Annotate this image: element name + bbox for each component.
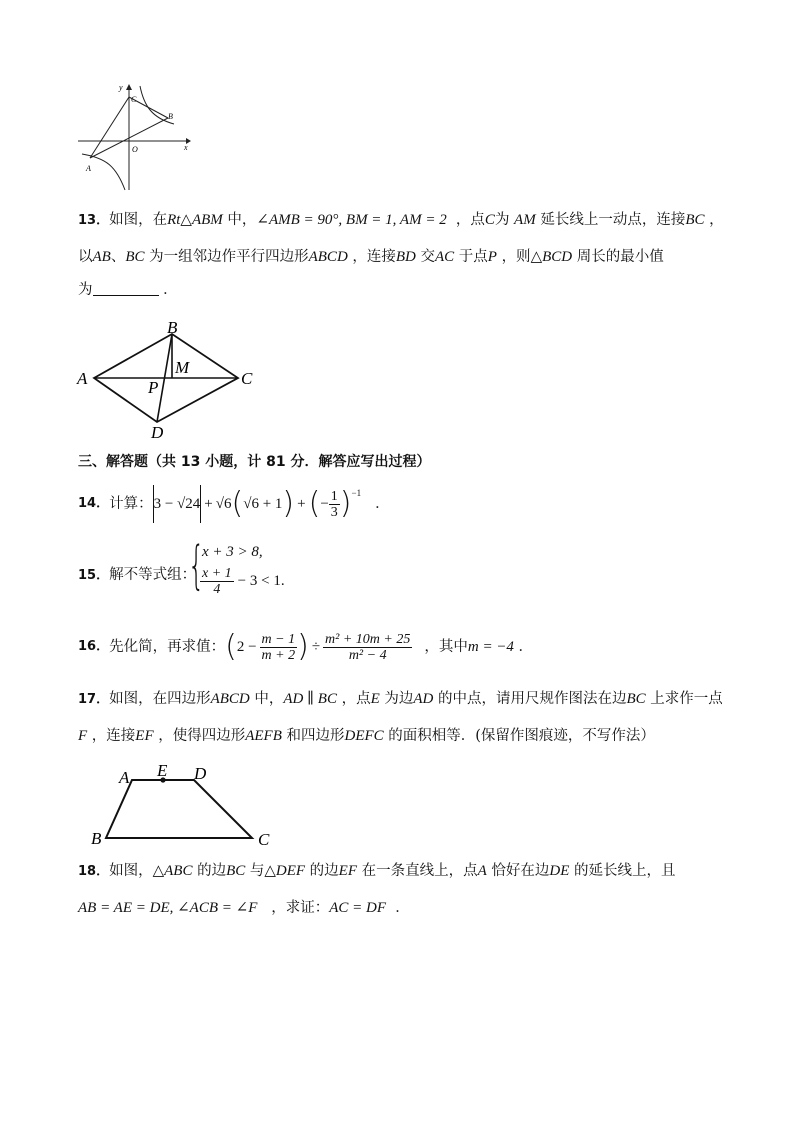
q15-number: 15． <box>78 568 110 583</box>
q17-line2: F ，连接EF ，使得四边形AEFB 和四边形DEFC 的面积相等．(保留作图痕迹，不写作法） <box>78 728 655 744</box>
q15-ineq2: $\frac{x + 1}{4}$ − 3 < 1. <box>202 566 285 597</box>
q17-number: 17． <box>78 692 110 707</box>
q17-line1: 17．如图，在四边形ABCD 中，AD ∥ BC ，点E 为边AD 的中点，请用尺规作图法在边BC 上求作一点 <box>78 691 723 707</box>
q16-fraction1: $\frac{m - 1}{m + 2}$ <box>261 631 296 663</box>
section-heading: 三、解答题（共 13 小题，计 81 分．解答应写出过程） <box>78 454 431 470</box>
label-d: D <box>151 423 164 442</box>
trapezoid-abcd <box>106 780 252 838</box>
label-b: B <box>91 829 102 848</box>
q18-number: 18． <box>78 864 110 879</box>
trapezoid-figure <box>88 760 278 850</box>
q18-line1: 18．如图，△ABC 的边BC 与△DEF 的边EF 在一条直线上，点A 恰好在边DE 的延长线上，且 <box>78 863 676 879</box>
q18-line2: AB = AE = DE, ∠ACB = ∠F ，求证：AC = DF ． <box>78 900 410 916</box>
label-o: O <box>132 145 138 154</box>
q13-line1: 13．如图，在Rt△ABM 中，∠AMB = 90°, BM = 1, AM = 2 ，点C为 AM 延长线上一动点，连接BC ， <box>78 212 724 228</box>
q14-fraction: $\frac{1}{3}$ <box>330 488 338 520</box>
q16-line: 16． 先化简，再求值： ( 2 − $\frac{m - 1}{m + 2}$ ) ÷ $\frac{\text{m² + 10m + 25}}{\text{m² − 4}}$ ，其中 m = −4 ． <box>78 629 534 664</box>
y-axis-arrow <box>126 84 132 90</box>
coordinate-figure <box>74 80 194 192</box>
q14-number: 14． <box>78 496 110 511</box>
segment-ac <box>90 97 129 158</box>
parallelogram-figure <box>74 314 264 442</box>
q16-number: 16． <box>78 639 110 654</box>
label-d: D <box>194 764 207 783</box>
q16-fraction2: $\frac{\text{m² + 10m + 25}}{\text{m² − 4}}$ <box>325 631 411 663</box>
q13-line3: 为 ． <box>78 282 178 298</box>
label-c: C <box>131 95 137 104</box>
label-x: x <box>184 143 188 152</box>
q15-ineq1: x + 3 > 8, <box>202 544 263 560</box>
label-b: B <box>167 318 178 337</box>
label-c: C <box>241 369 253 388</box>
label-a: A <box>77 369 88 388</box>
label-a: A <box>86 164 91 173</box>
label-p: P <box>148 378 159 397</box>
label-m: M <box>175 358 190 377</box>
label-y: y <box>119 83 123 92</box>
label-b: B <box>168 112 173 121</box>
q13-condition: ∠AMB = 90°, BM = 1, AM = 2 <box>256 212 447 228</box>
q13-line2: 以AB、BC 为一组邻边作平行四边形ABCD ，连接BD 交AC 于点P ，则△BCD 周长的最小值 <box>78 249 664 265</box>
label-c: C <box>258 830 270 849</box>
label-a: A <box>119 768 130 787</box>
answer-blank[interactable] <box>93 281 159 296</box>
q15-brace: { <box>188 536 205 596</box>
q15-label: 15．解不等式组： <box>78 567 197 583</box>
q14-line: 14． 计算： 3 − √24 + √6 ( √6 + 1 ) + ( − $\frac{1}{3}$ ) $^{-1}$ ． <box>78 486 390 521</box>
q13-number: 13． <box>78 213 110 228</box>
label-e: E <box>157 761 168 780</box>
